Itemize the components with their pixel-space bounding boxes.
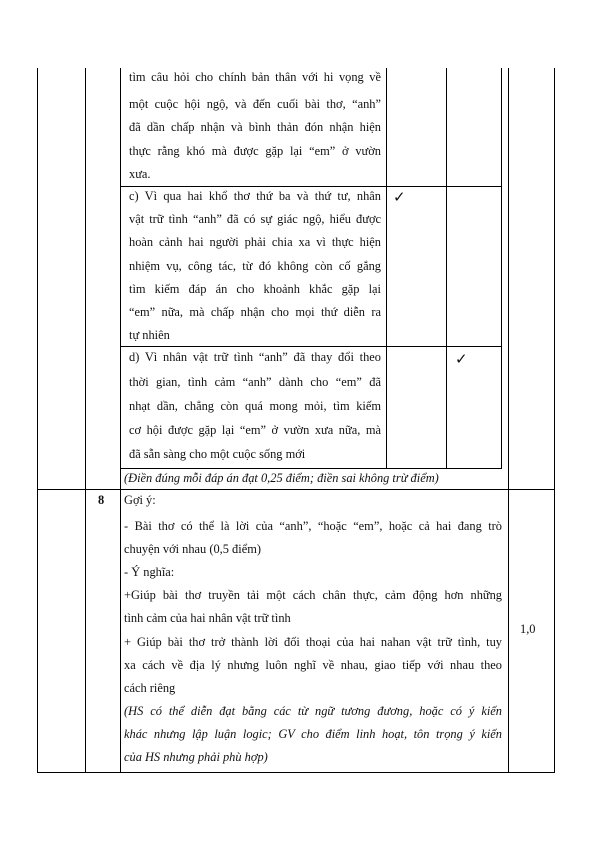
subtable-divider-option [386, 68, 387, 468]
answer-heading: Gợi ý: [124, 493, 156, 507]
text-line: xưa. [129, 167, 151, 181]
text-line: vật trữ tình “anh” đã có sự giác ngộ, hiểu được [129, 212, 381, 226]
subtable-line-d [120, 346, 502, 347]
col-divider-number [85, 68, 86, 772]
text-line: chuyện với nhau (0,5 điểm) [124, 542, 261, 556]
subtable-divider-false [501, 68, 502, 468]
grading-note-line: (HS có thể diễn đạt bằng các từ ngữ tương đương, hoặc có ý kiến [124, 704, 502, 718]
subtable-divider-true [446, 68, 447, 468]
text-line: nhạt dần, chẳng còn quá mong mỏi, tìm kiếm [129, 399, 381, 413]
table-border-left [37, 68, 38, 772]
text-line: tự nhiên [129, 328, 170, 342]
scoring-note: (Điền đúng mỗi đáp án đạt 0,25 điểm; điền sai không trừ điểm) [124, 471, 439, 485]
table-border-right [554, 68, 555, 772]
text-line: đã dần chấp nhận và bình thản đón nhận hiện [129, 120, 381, 134]
text-line: + Giúp bài thơ trở thành lời đối thoại của hai nahan vật trữ tình, tuy [124, 635, 502, 649]
text-line: +Giúp bài thơ truyền tải một cách chân thực, cảm động hơn những [124, 588, 502, 602]
text-line: xa cách về địa lý nhưng luôn nghĩ về nhau, giao tiếp với nhau theo [124, 658, 502, 672]
text-line: tìm kiếm đáp án cho khoảnh khắc gặp lại [129, 282, 381, 296]
meaning-label: - Ý nghĩa: [124, 565, 175, 579]
text-line: một cuộc hội ngộ, và đến cuối bài thơ, “anh” [129, 97, 381, 111]
grading-note-line: của HS nhưng phải phù hợp) [124, 750, 268, 764]
text-line: d) Vì nhân vật trữ tình “anh” đã thay đổi theo [129, 350, 381, 364]
subtable-line-bottom [120, 468, 502, 469]
text-line: thực rằng khó mà được gặp lại “em” ở vườn [129, 144, 381, 158]
text-line: cơ hội được gặp lại “em” ở vườn xưa nữa, mà [129, 423, 381, 437]
text-line: thời gian, tình cảm “anh” dành cho “em” đã [129, 375, 381, 389]
text-line: cách riêng [124, 681, 176, 695]
score-value: 1,0 [520, 622, 536, 636]
subtable-line-c [120, 186, 502, 187]
col-divider-answer [120, 68, 121, 772]
text-line: đã sẵn sàng cho một cuộc sống mới [129, 447, 306, 461]
grading-note-line: khác nhưng lập luận logic; GV cho điểm linh hoạt, tôn trọng ý kiến [124, 727, 502, 741]
text-line: tình cảm của hai nhân vật trữ tình [124, 611, 291, 625]
text-line: nhiệm vụ, công tác, từ đó không còn cố gắng [129, 259, 381, 273]
text-line: hoàn cảnh hai người phải chia xa vì thực hiện [129, 235, 381, 249]
row-divider-8 [37, 489, 555, 490]
check-mark-icon: ✓ [393, 188, 406, 206]
text-line: - Bài thơ có thể là lời của “anh”, “hoặc “em”, hoặc cả hai đang trò [124, 519, 502, 533]
check-mark-icon: ✓ [455, 350, 468, 368]
text-line: tìm câu hỏi cho chính bản thân với hi vọng về [129, 70, 381, 84]
col-divider-score [508, 68, 509, 772]
table-border-bottom [37, 772, 555, 773]
question-number: 8 [98, 493, 105, 507]
text-line: c) Vì qua hai khổ thơ thứ ba và thứ tư, nhân [129, 189, 381, 203]
text-line: “em” nữa, mà chấp nhận cho mọi thứ diễn ra [129, 305, 381, 319]
